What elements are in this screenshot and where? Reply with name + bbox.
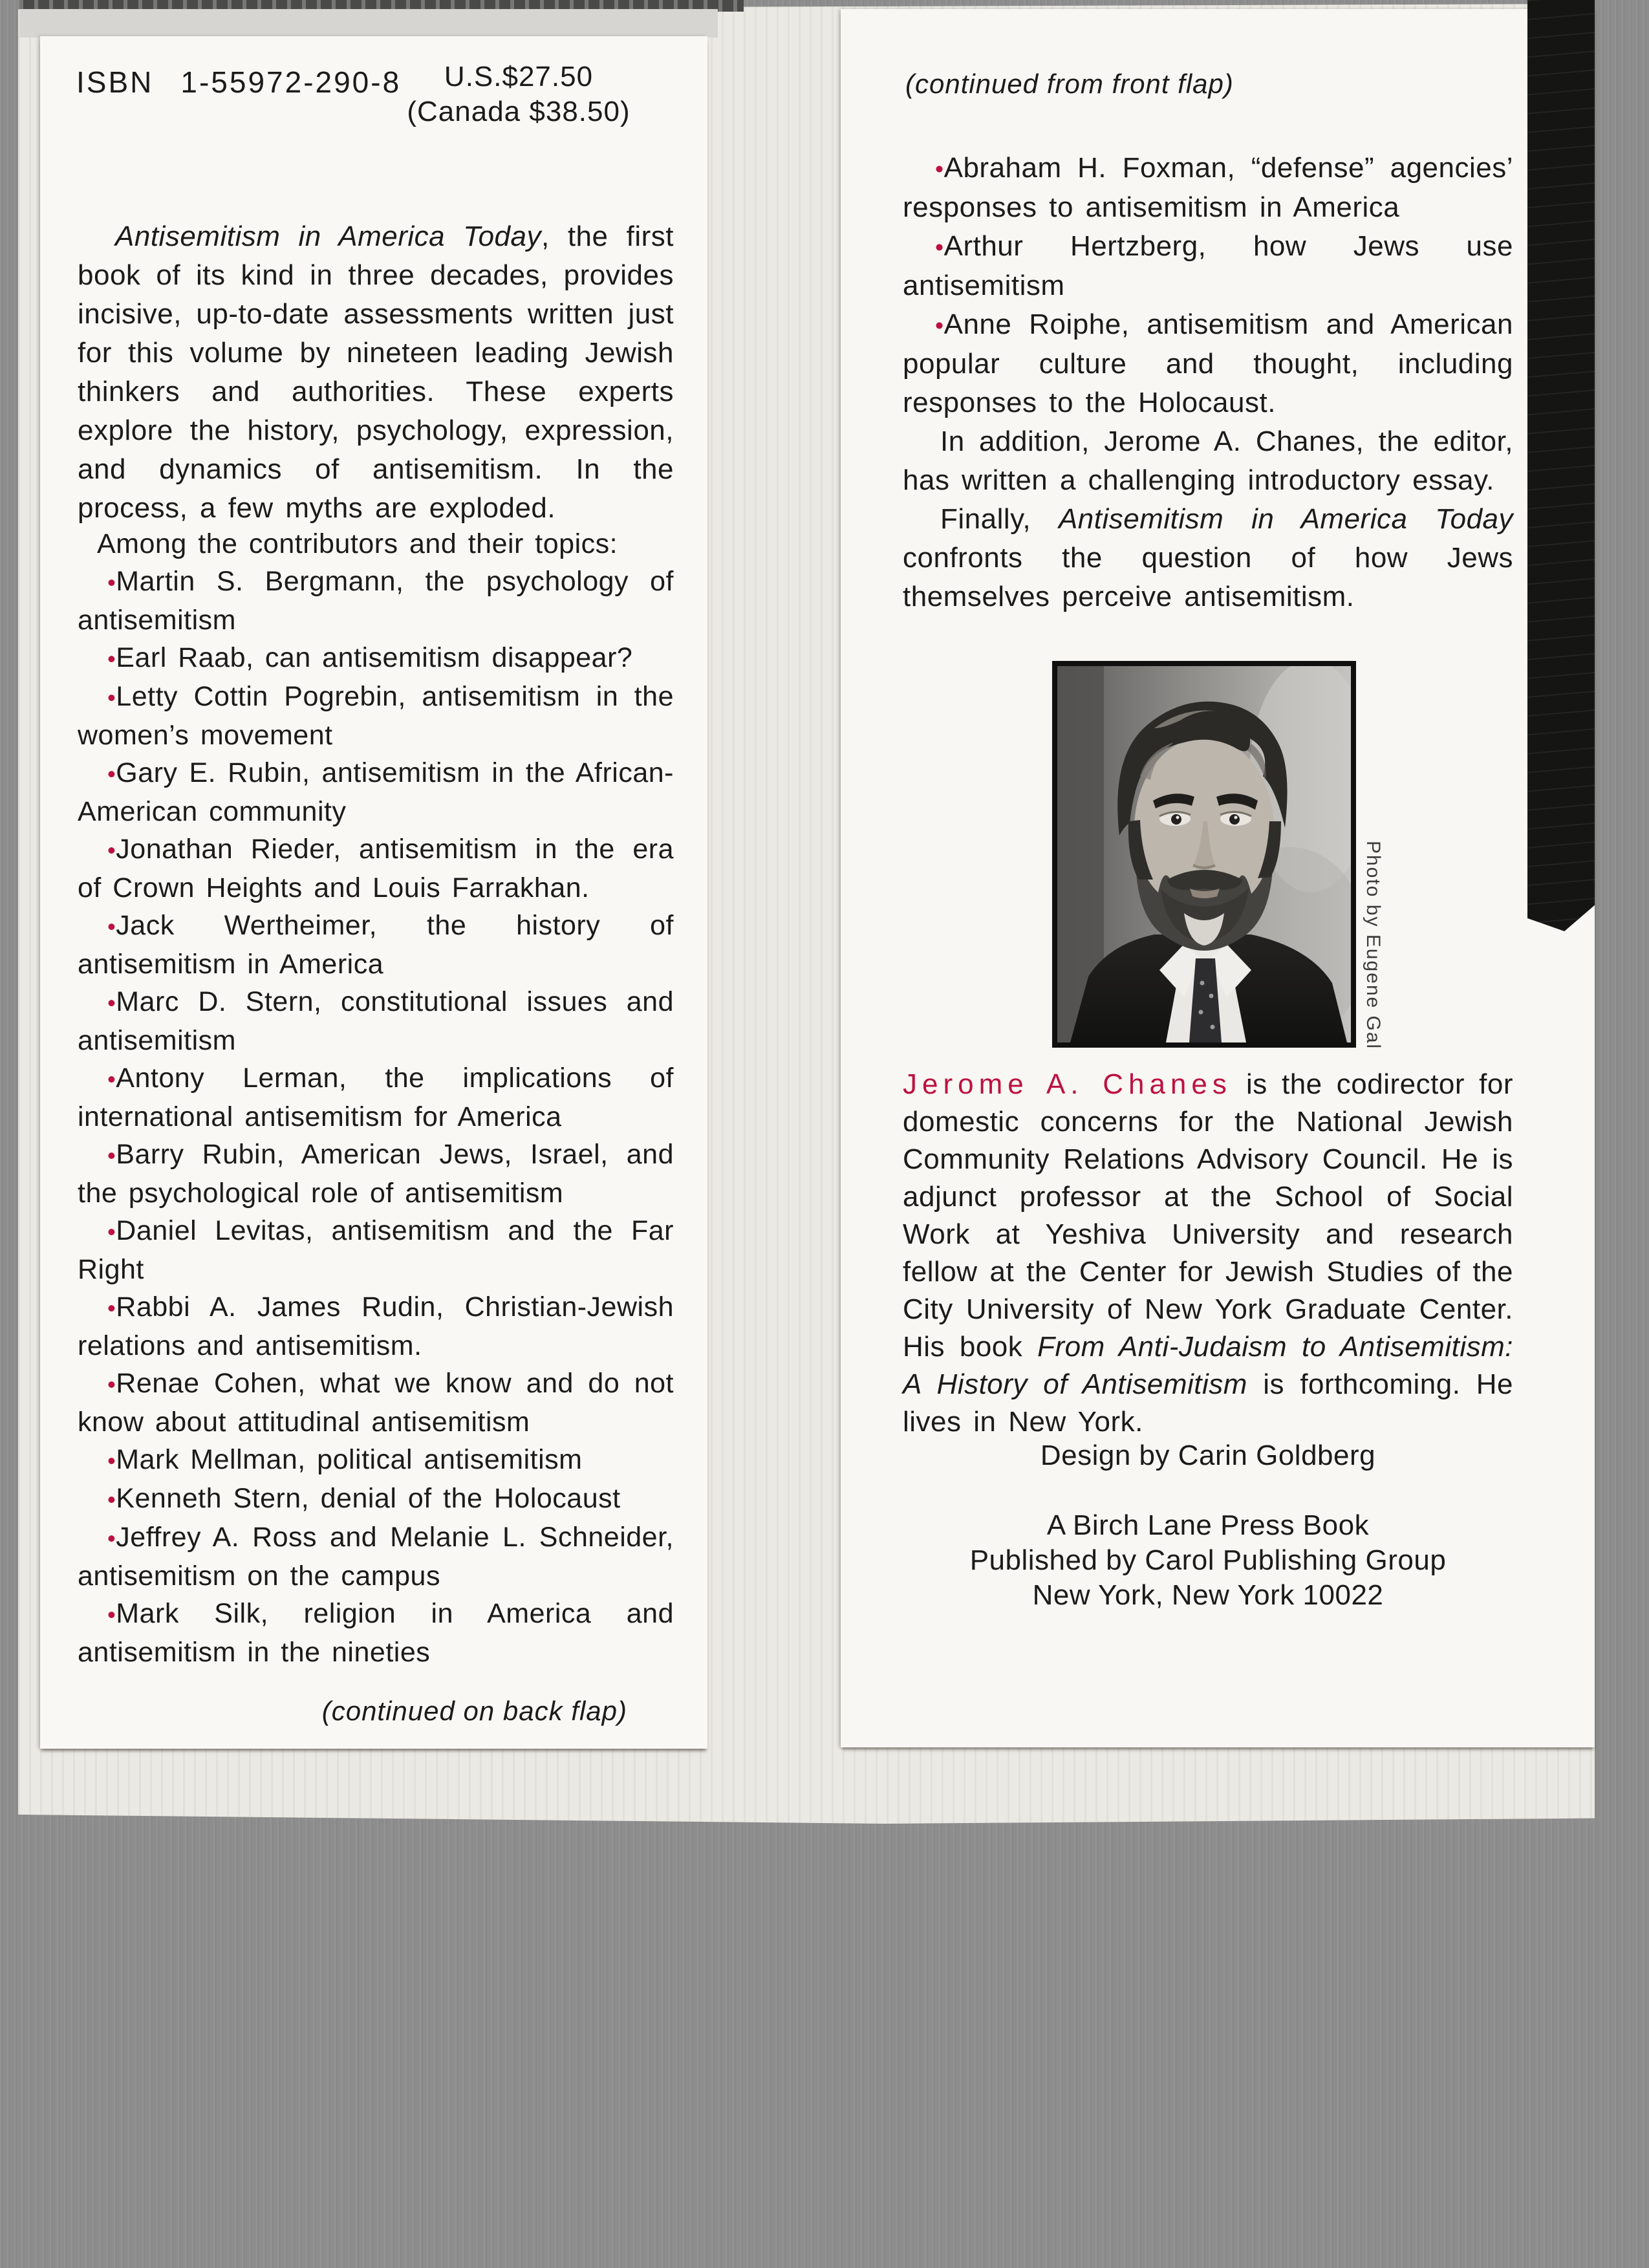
design-credit: Design by Carin Goldberg bbox=[1040, 1440, 1376, 1471]
author-name-red: Jerome A. Chanes bbox=[903, 1068, 1232, 1100]
price-canada: (Canada $38.50) bbox=[407, 96, 630, 127]
red-bullet-icon: • bbox=[935, 312, 944, 339]
list-item bbox=[903, 305, 1513, 422]
contributor-entry: Kenneth Stern, denial of the Holocaust bbox=[116, 1483, 621, 1514]
list-item bbox=[78, 1595, 674, 1671]
red-bullet-icon: • bbox=[107, 1371, 116, 1398]
contributor-entry: Anne Roiphe, antisemitism and American popular culture and thought, including responses to the Holocaust. bbox=[903, 308, 1513, 418]
contributor-entry: Arthur Hertzberg, how Jews use antisemitism bbox=[903, 230, 1513, 301]
red-bullet-icon: • bbox=[107, 1142, 116, 1169]
list-item bbox=[903, 149, 1513, 227]
contributor-entry: Gary E. Rubin, antisemitism in the African-American community bbox=[78, 757, 674, 827]
red-bullet-icon: • bbox=[107, 569, 116, 596]
red-bullet-icon: • bbox=[107, 645, 116, 672]
continued-from-front-flap-note: (continued from front flap) bbox=[905, 69, 1234, 99]
red-bullet-icon: • bbox=[935, 233, 944, 261]
red-bullet-icon: • bbox=[107, 761, 116, 787]
contributor-entry: Abraham H. Foxman, “defense” agencies’ responses to antisemitism in America bbox=[903, 152, 1513, 223]
red-bullet-icon: • bbox=[107, 684, 116, 711]
red-bullet-icon: • bbox=[107, 1525, 116, 1551]
red-bullet-icon: • bbox=[107, 1601, 116, 1628]
isbn-label: ISBN bbox=[76, 65, 154, 99]
contributor-entry: Martin S. Bergmann, the psychology of antisemitism bbox=[78, 566, 674, 636]
bio-text: is the codirector for domestic concerns for the National Jewish Community Relations Advisory Council. He is adjunct professor at the School of Social Work at Yeshiva University and research fellow at the Center for Jewish Studies of the City University of New York Graduate Center. His book bbox=[903, 1068, 1514, 1363]
scan-top-margin bbox=[19, 9, 718, 38]
price-block bbox=[376, 59, 661, 129]
isbn-number: 1-55972-290-8 bbox=[180, 65, 402, 99]
contributor-entry: Marc D. Stern, constitutional issues and antisemitism bbox=[78, 986, 674, 1056]
contributor-entry: Earl Raab, can antisemitism disappear? bbox=[116, 642, 633, 673]
red-bullet-icon: • bbox=[107, 1486, 116, 1513]
book-title-italic: Antisemitism in America Today bbox=[1058, 503, 1514, 535]
list-item bbox=[78, 1518, 674, 1595]
front-flap bbox=[40, 36, 707, 1749]
publisher-line: Published by Carol Publishing Group bbox=[969, 1544, 1447, 1576]
contributor-entry: Mark Silk, religion in America and antisemitism in the nineties bbox=[78, 1598, 674, 1668]
photo-credit: Photo by Eugene Gal bbox=[1363, 841, 1384, 1050]
contributor-entry: Mark Mellman, political antisemitism bbox=[116, 1444, 583, 1475]
author-bio bbox=[903, 1066, 1513, 1441]
red-bullet-icon: • bbox=[107, 837, 116, 863]
back-flap bbox=[841, 9, 1595, 1747]
isbn-line bbox=[76, 65, 401, 100]
contributor-entry: Daniel Levitas, antisemitism and the Far Right bbox=[78, 1215, 674, 1285]
list-item bbox=[78, 1059, 674, 1136]
red-bullet-icon: • bbox=[107, 989, 116, 1016]
list-item bbox=[78, 639, 674, 678]
finally-pre: Finally, bbox=[940, 503, 1059, 535]
list-item bbox=[78, 754, 674, 830]
intro-text: , the first book of its kind in three decades, provides incisive, up-to-date assessments written just for this volume by nineteen leading Jewish thinkers and authorities. These experts explore the history, psychology, expression, and dynamics of antisemitism. In the process, a few myths are exploded. bbox=[78, 221, 674, 524]
publisher-line: New York, New York 10022 bbox=[1032, 1579, 1384, 1611]
finally-post: confronts the question of how Jews themselves perceive antisemitism. bbox=[903, 542, 1513, 612]
continued-on-back-flap-note: (continued on back flap) bbox=[321, 1696, 627, 1726]
red-bullet-icon: • bbox=[107, 913, 116, 940]
contributors-heading: Among the contributors and their topics: bbox=[97, 528, 618, 559]
publisher-line: A Birch Lane Press Book bbox=[1046, 1509, 1370, 1541]
list-item bbox=[78, 1480, 674, 1518]
author-portrait-illustration bbox=[1057, 666, 1351, 1042]
book-spine-black-strip bbox=[1527, 0, 1595, 931]
contributor-entry: Antony Lerman, the implications of international antisemitism for America bbox=[78, 1063, 674, 1132]
list-item bbox=[78, 983, 674, 1059]
list-item bbox=[78, 830, 674, 907]
contributor-entry: Letty Cottin Pogrebin, antisemitism in the women’s movement bbox=[78, 681, 674, 751]
contributor-entry: Jack Wertheimer, the history of antisemitism in America bbox=[78, 910, 674, 980]
list-item bbox=[78, 1212, 674, 1288]
list-item bbox=[78, 678, 674, 754]
book-title-italic: Antisemitism in America Today bbox=[115, 221, 541, 252]
list-item bbox=[78, 907, 674, 983]
list-item bbox=[78, 1288, 674, 1365]
contributor-entry: Jonathan Rieder, antisemitism in the era of Crown Heights and Louis Farrakhan. bbox=[78, 834, 674, 903]
contributors-section bbox=[78, 525, 674, 1671]
contributor-entry: Renae Cohen, what we know and do not know about attitudinal antisemitism bbox=[78, 1368, 674, 1438]
contributor-entry: Rabbi A. James Rudin, Christian-Jewish relations and antisemitism. bbox=[78, 1291, 674, 1361]
contributors-list bbox=[78, 563, 674, 1671]
red-bullet-icon: • bbox=[935, 155, 944, 182]
editor-paragraph: In addition, Jerome A. Chanes, the editor, has written a challenging introductory essay. bbox=[903, 426, 1513, 496]
bio-text: is forthcoming. He lives in New York. bbox=[903, 1368, 1513, 1438]
list-item bbox=[903, 227, 1513, 305]
red-bullet-icon: • bbox=[107, 1218, 116, 1245]
red-bullet-icon: • bbox=[107, 1066, 116, 1092]
back-flap-text bbox=[903, 149, 1513, 616]
list-item bbox=[78, 1365, 674, 1441]
contributors-list-continued bbox=[903, 149, 1513, 422]
red-bullet-icon: • bbox=[107, 1295, 116, 1321]
finally-paragraph bbox=[903, 500, 1513, 616]
price-us: U.S.$27.50 bbox=[444, 61, 594, 92]
jacket-intro-paragraph bbox=[78, 217, 674, 528]
list-item bbox=[78, 1441, 674, 1480]
contributor-entry: Jeffrey A. Ross and Melanie L. Schneider, antisemitism on the campus bbox=[78, 1522, 674, 1592]
publisher-block bbox=[903, 1508, 1513, 1613]
bio-book-title-italic: From Anti-Judaism to Antisemitism: A History of Antisemitism bbox=[903, 1331, 1513, 1400]
contributor-entry: Barry Rubin, American Jews, Israel, and the psychological role of antisemitism bbox=[78, 1139, 674, 1209]
list-item bbox=[78, 563, 674, 639]
red-bullet-icon: • bbox=[107, 1447, 116, 1474]
author-photo bbox=[1052, 661, 1356, 1048]
list-item bbox=[78, 1136, 674, 1212]
